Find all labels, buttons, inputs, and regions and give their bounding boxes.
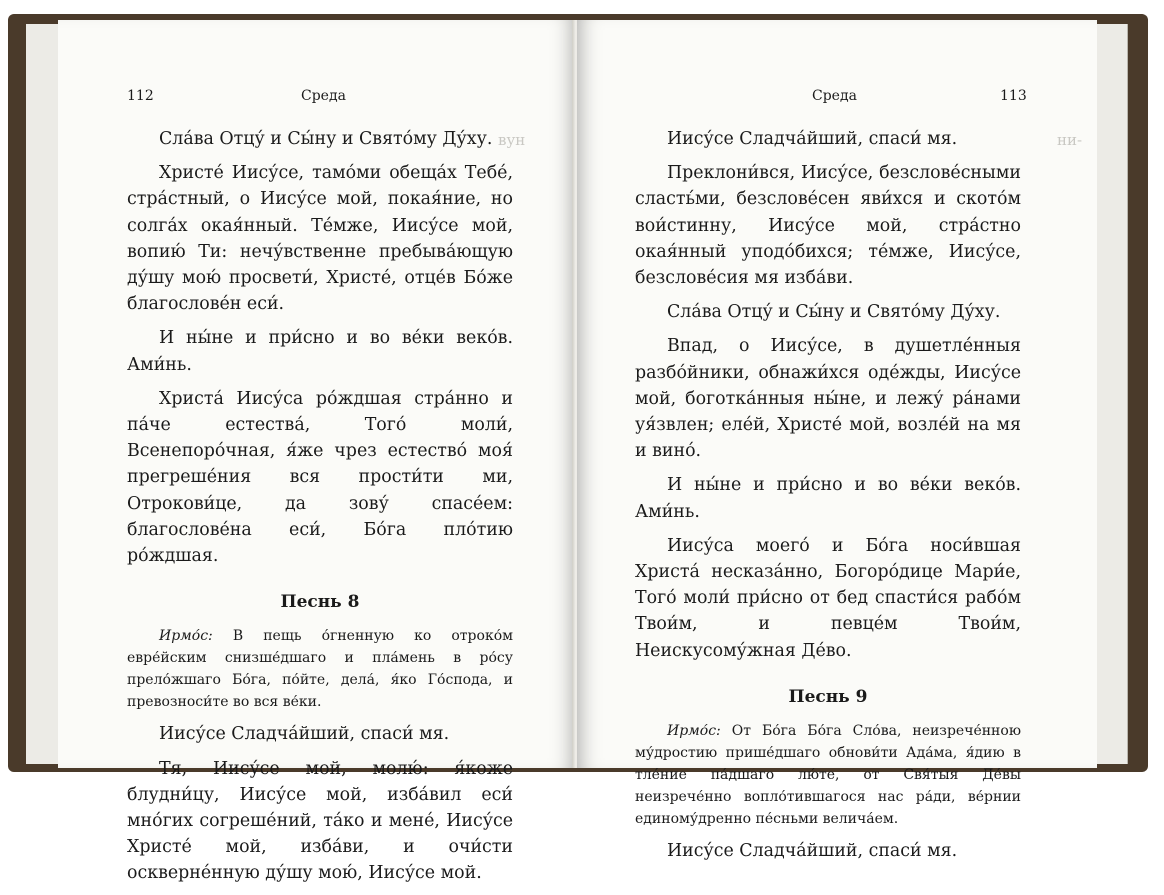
paragraph: Иису́се Сладча́йший, спаси́ мя. xyxy=(667,129,958,149)
refrain: Иису́се Сладча́йший, спаси́ мя. xyxy=(667,841,958,862)
left-running-head: Среда xyxy=(301,88,346,104)
left-page-number: 112 xyxy=(127,88,154,104)
paragraph: Христе́ Иису́се, тамо́ми обеща́х Тебе́, стра́стный, о Иису́се мой, покая́ние, но солга́х окая́нный. Те́мже, Иису́се мой, вопию́ Ти: нечу́вственне пребыва́ющую ду́шу мою́ просвети́, Христе́, отце́в Бо́же благослове́н еси́. xyxy=(127,163,513,315)
irmos-label: Ирмо́с: xyxy=(159,628,213,645)
paragraph: Преклони́вся, Иису́се, безслове́сными сласть́ми, безслове́сен яви́хся и ското́м вои́стинну, Иису́се мой, стра́стно окая́нный уподо́бихся; те́мже, Иису́се, безслове́сия мя изба́ви. xyxy=(635,163,1021,289)
irmos-label: Ирмо́с: xyxy=(667,723,721,740)
paragraph: Иису́са моего́ и Бо́га носи́вшая Христа́ несказа́нно, Богоро́дице Мари́е, Того́ моли́ при́сно от бед спасти́ся рабо́м Твои́м, и певце́м Твои́м, Неискусому́жная Де́во. xyxy=(635,535,1021,661)
paragraph: И ны́не и при́сно и во ве́ки веко́в. Ами́нь. xyxy=(635,475,1021,522)
left-text-block xyxy=(127,126,513,895)
right-running-head: Среда xyxy=(812,88,857,104)
section-heading: Песнь 9 xyxy=(788,686,868,707)
page-edges-right xyxy=(1095,24,1128,764)
irmos-text: От Бо́га Бо́га Сло́ва, неизрече́нною му́дростию прише́дшаго обнови́ти Ада́ма, я́дию в тле́ние па́дшаго лю́те, от Свя́тыя Де́вы неизрече́нно вопло́тившагося нас ра́ди, ве́рнии единому́дренно пе́сньми велича́ем. xyxy=(635,723,1022,828)
paragraph: И ны́не и при́сно и во ве́ки веко́в. Ами́нь. xyxy=(127,328,513,375)
paragraph: Тя, Иису́се мой, молю́: я́коже блудни́цу, Иису́се мой, изба́вил еси́ мно́гих согреше́ний, та́ко и мене́, Иису́се Христе́ мой, изба́ви, и очи́сти оскверне́нную ду́шу мою́, Иису́се мой. xyxy=(127,758,513,884)
irmos-text: В пещь о́гненную ко отроко́м евре́йским снизше́дшаго и пла́мень в ро́су прело́жшаго Бо́га, по́йте, дела́, я́ко Го́спода, и превозноси́те во вся ве́ки. xyxy=(127,628,514,711)
bleed-through-text: ни- xyxy=(1057,131,1083,149)
bleed-through-text: вун xyxy=(498,131,526,149)
right-page xyxy=(577,20,1097,862)
section-heading: Песнь 8 xyxy=(280,592,360,613)
irmos-paragraph xyxy=(127,625,513,713)
left-page xyxy=(58,20,575,884)
right-page-number: 113 xyxy=(1000,88,1027,104)
paragraph: Впад, о Иису́се, в душетле́нныя разбо́йники, обнажи́хся оде́жды, Иису́се мой, боготка́нныя ны́не, и лежу́ ра́нами уя́звлен; еле́й, Христе́ мой, возле́й на мя и вино́. xyxy=(635,336,1021,462)
right-text-block xyxy=(635,126,1021,872)
page-edges-left xyxy=(26,24,61,764)
irmos-paragraph xyxy=(635,720,1021,830)
paragraph: Сла́ва Отцу́ и Сы́ну и Свято́му Ду́ху. xyxy=(159,129,493,149)
paragraph: Сла́ва Отцу́ и Сы́ну и Свято́му Ду́ху. xyxy=(667,302,1001,323)
refrain: Иису́се Сладча́йший, спаси́ мя. xyxy=(159,724,450,745)
paragraph: Христа́ Иису́са ро́ждшая стра́нно и па́че естества́, Того́ моли́, Всенепоро́чная, я́же чрез естество́ моя́ прегреше́ния вся прости́ти ми, Отрокови́це, да зову́ спасе́ем: благослове́на еси́, Бо́га пло́тию ро́ждшая. xyxy=(127,388,513,567)
